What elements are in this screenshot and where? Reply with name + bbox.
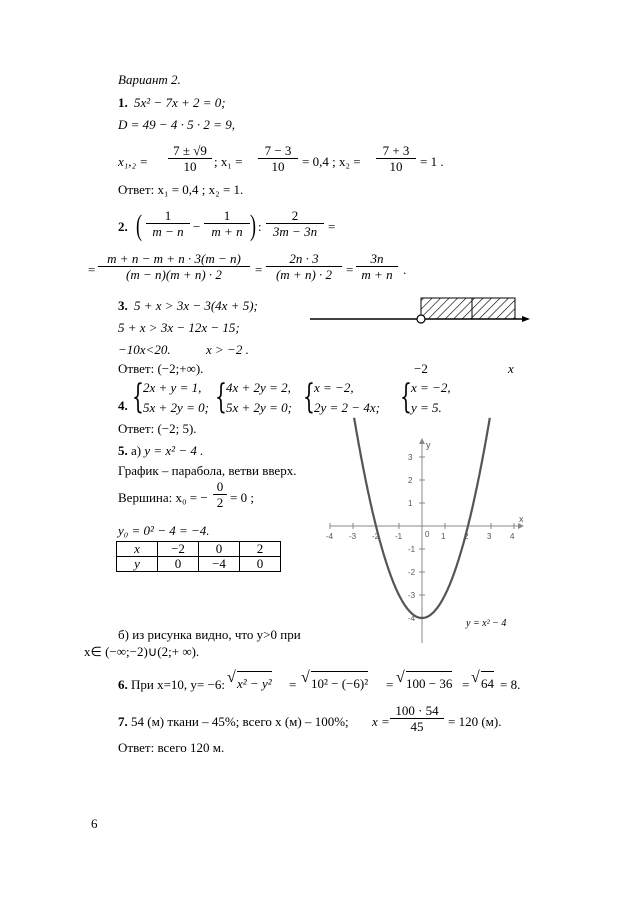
task6-number: 6.: [118, 677, 128, 692]
task4-sys1-eq1: 2x + y = 1,: [143, 380, 202, 395]
task4-brace-4: {: [400, 377, 412, 417]
task2-frac2-den: m + n: [211, 224, 243, 239]
task2-end-equals: =: [346, 262, 354, 277]
task3-line3a: −10x<20.: [118, 342, 171, 357]
task5-description: График – парабола, ветви вверх.: [118, 463, 297, 478]
y-tick-label: -3: [408, 591, 416, 600]
task4-number: 4.: [118, 398, 128, 413]
task1-x12-num: 7 ± √9: [173, 143, 207, 158]
task5-function: y = x² − 4 .: [144, 443, 204, 458]
task1-x12-fraction: [168, 143, 212, 174]
task7-x-lhs: x =: [372, 714, 390, 729]
task2-mid-fraction: [266, 251, 342, 282]
y-tick-label: -2: [408, 568, 416, 577]
task5-vertex-lhs: Вершина: x₀ = −: [118, 490, 208, 505]
task6-intro: [118, 677, 225, 692]
solution-region: [421, 298, 515, 319]
task3-number: 3.: [118, 298, 128, 313]
table-cell: x: [117, 542, 158, 557]
task1-x1-fraction: [258, 143, 298, 174]
origin-label: 0: [425, 530, 430, 539]
task2-end-fraction: [356, 251, 398, 282]
task2-big-fraction: [98, 251, 250, 282]
task7-frac-num: 100 · 54: [395, 703, 439, 718]
task6-result: = 8.: [500, 677, 521, 692]
table-row: [117, 542, 281, 557]
task3-line2: 5 + x > 3x − 12x − 15;: [118, 320, 240, 335]
y-tick-label: 3: [408, 453, 413, 462]
task2-end-den: m + n: [361, 267, 393, 282]
task5-number: 5.: [118, 443, 128, 458]
task5-header: [118, 443, 203, 458]
number-line-var-label: x: [508, 361, 514, 376]
table-cell: y: [117, 557, 158, 572]
table-cell: 0: [240, 557, 281, 572]
task7-text: 54 (м) ткани – 45%; всего x (м) – 100%;: [131, 714, 349, 729]
task4-sys2-eq2: 5x + 2y = 0;: [226, 400, 292, 415]
y-axis-label: y: [426, 440, 431, 450]
task4-answer: Ответ: (−2; 5).: [118, 421, 197, 436]
table-cell: 0: [199, 542, 240, 557]
y-tick-label: 2: [408, 476, 413, 485]
task4-brace-2: {: [215, 377, 227, 417]
y-axis-arrow-icon: [419, 438, 425, 444]
task3-line3b: x > −2 .: [206, 342, 249, 357]
task2-paren-close: ): [250, 209, 256, 242]
task5-y0: y₀ = 0² − 4 = −4.: [118, 523, 210, 538]
task4-sys3-eq1: x = −2,: [314, 380, 354, 395]
task1-x2-den: 10: [389, 159, 403, 174]
task6-root2-text: 10² − (−6)²: [311, 676, 369, 691]
task2-frac1: [146, 208, 190, 239]
task6-root1: √ x² − y²: [227, 669, 272, 691]
task4-sys4-eq2: y = 5.: [411, 400, 442, 415]
task2-equals: =: [328, 219, 336, 234]
task1-x2-num: 7 + 3: [382, 143, 410, 158]
task7-number: 7.: [118, 714, 128, 729]
task6-root1-text: x² − y²: [237, 676, 272, 691]
task1-x1-value: = 0,4 ; x₂ =: [302, 154, 361, 169]
task1-number: 1.: [118, 95, 128, 110]
task2-frac2: [204, 208, 250, 239]
task4-sys3-eq2: 2y = 2 − 4x;: [314, 400, 380, 415]
task2-big-num: m + n − m + n · 3(m − n): [107, 251, 241, 266]
x-tick-label: -4: [326, 532, 334, 541]
task2-big-den: (m − n)(m + n) · 2: [126, 267, 222, 282]
task4-sys1-eq2: 5x + 2y = 0;: [143, 400, 209, 415]
task5-b-text2: x∈ (−∞;−2)∪(2;+ ∞).: [84, 644, 200, 659]
task2-mid-num: 2n · 3: [289, 251, 319, 266]
task2-number: 2.: [118, 219, 128, 234]
task2-frac3-num: 2: [291, 208, 299, 223]
task3-line1: 5 + x > 3x − 3(4x + 5);: [134, 298, 258, 313]
task6-root4: √ 64: [471, 669, 494, 691]
task1-x2-fraction: [376, 143, 416, 174]
task7-answer: Ответ: всего 120 м.: [118, 740, 225, 755]
task2-dot: .: [403, 262, 407, 277]
task7-result: = 120 (м).: [448, 714, 502, 729]
task2-frac3-den: 3m − 3n: [272, 224, 318, 239]
task6-eq3: =: [462, 677, 470, 692]
x-tick-label: -2: [372, 532, 380, 541]
variant-title: Вариант 2.: [118, 72, 181, 87]
task1-x12-lhs: x₁,₂ =: [118, 154, 149, 169]
task1-x12-den: 10: [183, 159, 197, 174]
x-tick-label: 1: [441, 532, 446, 541]
task2-frac1-den: m − n: [152, 224, 184, 239]
task6-eq2: =: [386, 677, 394, 692]
task6-root3: √ 100 − 36: [396, 669, 453, 691]
x-tick-label: -3: [349, 532, 357, 541]
task1-x1-den: 10: [271, 159, 285, 174]
task5-b-text1: б) из рисунка видно, что y>0 при: [118, 627, 301, 642]
task2-frac1-num: 1: [164, 208, 172, 223]
task6-root3-text: 100 − 36: [406, 676, 453, 691]
x-tick-label: 2: [464, 532, 469, 541]
y-tick-label: -1: [408, 545, 416, 554]
task7-frac-den: 45: [410, 719, 424, 734]
graph-function-label: y = x² − 4: [466, 618, 507, 629]
open-point: [417, 315, 425, 323]
number-line-point-label: −2: [414, 361, 428, 376]
task2-colon: :: [258, 219, 262, 234]
table-cell: 2: [240, 542, 281, 557]
task6-root2: √ 10² − (−6)²: [301, 669, 369, 691]
x-axis-label: x: [519, 514, 524, 524]
x-tick-label: 4: [510, 532, 515, 541]
task5-vertex-fraction: [213, 479, 227, 510]
task1-answer: Ответ: x₁ = 0,4 ; x₂ = 1.: [118, 182, 244, 197]
table-row: [117, 557, 281, 572]
task3-answer: Ответ: (−2;+∞).: [118, 361, 204, 376]
task6-eq1: =: [289, 677, 297, 692]
page-number: 6: [91, 816, 98, 831]
task4-brace-1: {: [132, 377, 144, 417]
task2-minus: −: [193, 219, 201, 234]
y-tick-label: -4: [408, 614, 416, 623]
arrow-icon: [522, 316, 530, 322]
task1-discriminant: D = 49 − 4 · 5 · 2 = 9,: [118, 117, 235, 132]
task1-equation: 5x² − 7x + 2 = 0;: [134, 95, 226, 110]
task4-sys4-eq1: x = −2,: [411, 380, 451, 395]
task1-x1-lhs: ; x₁ =: [214, 154, 243, 169]
task5-a-label: а): [131, 443, 142, 458]
task5-vertex-num: 0: [216, 479, 224, 494]
task4-brace-3: {: [303, 377, 315, 417]
task5-vertex-den: 2: [216, 495, 224, 510]
values-table: [116, 541, 281, 572]
table-cell: −4: [199, 557, 240, 572]
task7-line: [118, 714, 349, 729]
task1-x1-num: 7 − 3: [264, 143, 292, 158]
task2-mid-den: (m + n) · 2: [275, 267, 333, 282]
task2-frac2-num: 1: [223, 208, 231, 223]
task6-root4-text: 64: [481, 676, 494, 691]
task2-end-num: 3n: [370, 251, 384, 266]
task2-paren-open: (: [136, 209, 142, 242]
task5-vertex-rhs: = 0 ;: [230, 490, 254, 505]
task7-fraction: [390, 703, 444, 734]
task2-frac3: [266, 208, 324, 239]
task2-mid-equals: =: [255, 262, 263, 277]
y-tick-label: 1: [408, 499, 413, 508]
task1-x2-value: = 1 .: [420, 154, 444, 169]
task4-sys2-eq1: 4x + 2y = 2,: [226, 380, 291, 395]
table-cell: −2: [158, 542, 199, 557]
task2-equals-2: =: [88, 262, 96, 277]
x-tick-label: -1: [395, 532, 403, 541]
x-tick-label: 3: [487, 532, 492, 541]
number-line: [300, 294, 530, 336]
task6-text: При x=10, y= −6:: [131, 677, 225, 692]
table-cell: 0: [158, 557, 199, 572]
